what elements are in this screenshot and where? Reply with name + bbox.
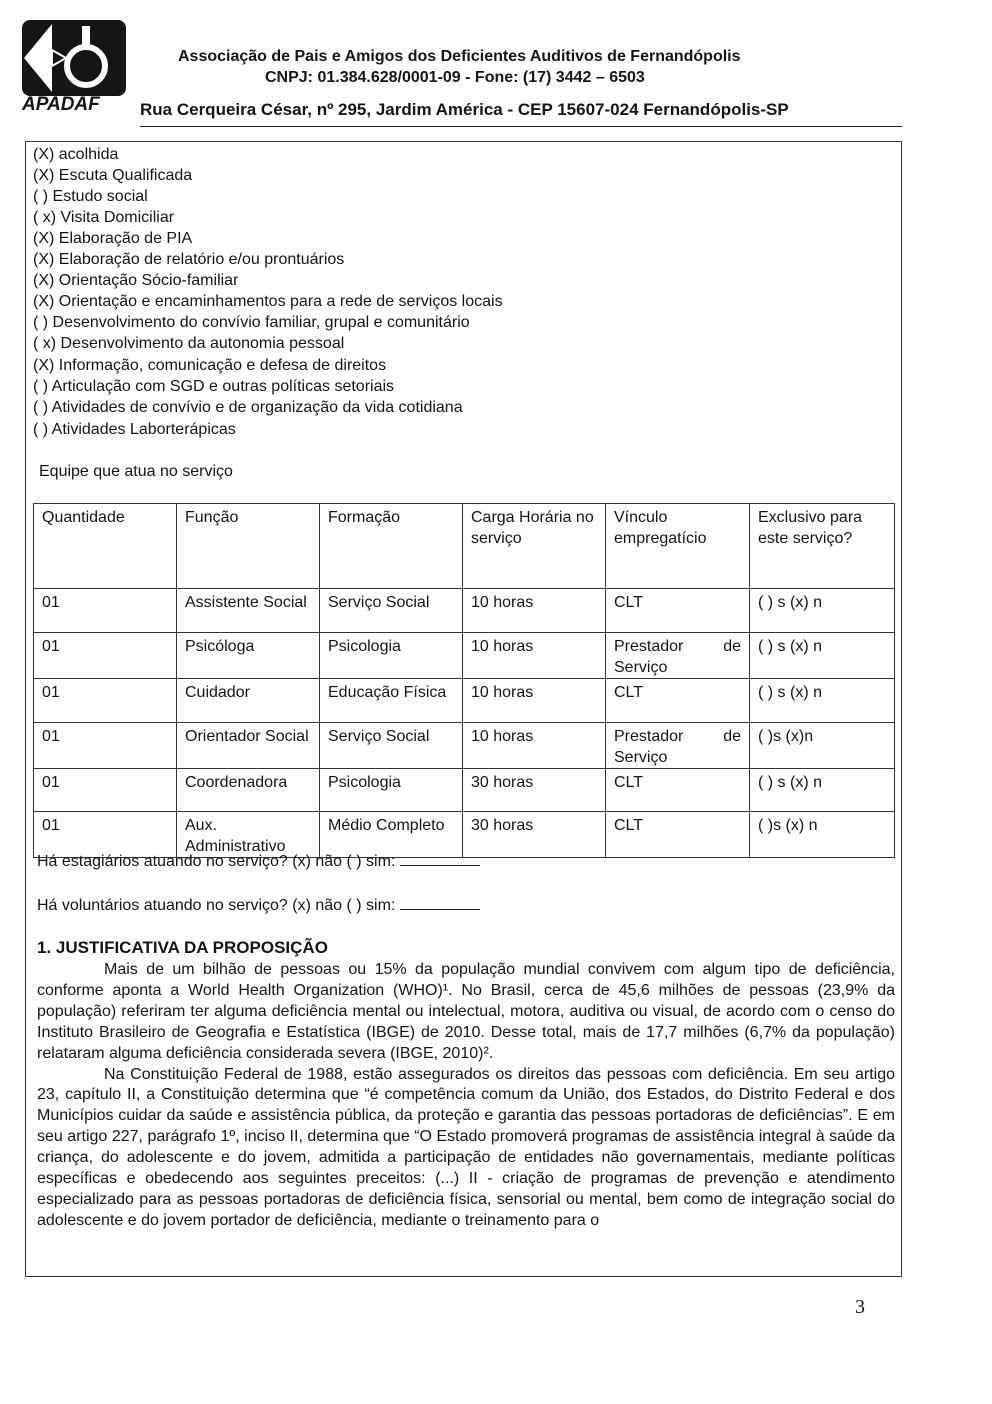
cell-formacao: Educação Física: [320, 679, 463, 723]
address-line: Rua Cerqueira César, nº 295, Jardim América - CEP 15607-024 Fernandópolis-SP: [140, 100, 789, 119]
col-header: Função: [177, 504, 320, 589]
checklist-item: (X) Escuta Qualificada: [33, 167, 193, 184]
page-number: 3: [855, 1296, 865, 1318]
cell-formacao: Serviço Social: [320, 589, 463, 633]
section-title: 1. JUSTIFICATIVA DA PROPOSIÇÃO: [37, 938, 328, 957]
cell-vinculo: [606, 769, 750, 812]
apadaf-logo: [22, 20, 127, 120]
cell-funcao: Aux. Administrativo: [177, 812, 320, 858]
cell-quantidade: 01: [34, 633, 177, 679]
checklist-item: (X) Orientação e encaminhamentos para a rede de serviços locais: [33, 293, 503, 310]
cell-vinculo: [606, 723, 750, 769]
table-row: [34, 589, 895, 633]
team-label: Equipe que atua no serviço: [39, 463, 233, 480]
vinculo-b: de: [723, 638, 741, 655]
cnpj-line: CNPJ: 01.384.628/0001-09 - Fone: (17) 3442 – 6503: [265, 69, 645, 86]
table-row: [34, 633, 895, 679]
voluntarios-blank: [400, 895, 480, 910]
cell-formacao: Psicologia: [320, 769, 463, 812]
cell-exclusivo: ( ) s (x) n: [750, 679, 895, 723]
voluntarios-text: Há voluntários atuando no serviço? (x) não ( ) sim:: [37, 897, 396, 914]
cell-formacao: Médio Completo: [320, 812, 463, 858]
body-paragraph: Na Constituição Federal de 1988, estão assegurados os direitos das pessoas com deficiência. Em seu artigo 23, capítulo II, a Constituição determina que “é competência comum da União, dos Estados, do Distrito Federal e dos Municípios cuidar da saúde e assistência pública, da proteção e garantia das pessoas portadoras de deficiências”. E em seu artigo 227, parágrafo 1º, inciso II, determina que “O Estado promoverá programas de assistência integral à saúde da criança, do adolescente e do jovem, admitida a participação de entidades não governamentais, mediante políticas específicas e obedecendo aos seguintes preceitos: (...) II - criação de programas de prevenção e atendimento especializado para as pessoas portadoras de deficiência física, sensorial ou mental, bem como de integração social do adolescente e do jovem portador de deficiência, mediante o treinamento para o: [37, 1065, 895, 1229]
checklist-item: ( x) Visita Domiciliar: [33, 209, 175, 226]
cell-quantidade: 01: [34, 723, 177, 769]
estagiarios-question: [37, 851, 480, 871]
team-table: [33, 503, 895, 858]
checklist-item: (X) acolhida: [33, 146, 119, 163]
vinculo-a: CLT: [614, 594, 644, 611]
cell-vinculo: [606, 633, 750, 679]
vinculo-a: CLT: [614, 684, 644, 701]
cell-carga: 10 horas: [463, 679, 606, 723]
col-header: Formação: [320, 504, 463, 589]
cell-vinculo: [606, 679, 750, 723]
vinculo-a: CLT: [614, 817, 644, 834]
section-body: [37, 960, 895, 1232]
header-divider: [140, 126, 902, 127]
cell-funcao: Assistente Social: [177, 589, 320, 633]
cell-exclusivo: ( ) s (x) n: [750, 633, 895, 679]
cell-funcao: Cuidador: [177, 679, 320, 723]
checklist-item: (X) Informação, comunicação e defesa de direitos: [33, 357, 387, 374]
estagiarios-blank: [400, 851, 480, 866]
voluntarios-question: [37, 895, 480, 915]
logo-text: APADAF: [22, 94, 100, 115]
col-header: Carga Horária no serviço: [463, 504, 606, 589]
checklist-item: ( ) Atividades Laborterápicas: [33, 421, 236, 438]
ear-logo-icon: [22, 20, 126, 96]
cell-carga: 10 horas: [463, 633, 606, 679]
vinculo-c: Serviço: [614, 749, 668, 766]
cell-formacao: Psicologia: [320, 633, 463, 679]
estagiarios-text: Há estagiários atuando no serviço? (x) não ( ) sim:: [37, 853, 396, 870]
cell-carga: 10 horas: [463, 589, 606, 633]
org-name: Associação de Pais e Amigos dos Deficientes Auditivos de Fernandópolis: [178, 48, 741, 65]
cell-funcao: Psicóloga: [177, 633, 320, 679]
checklist-item: ( ) Atividades de convívio e de organização da vida cotidiana: [33, 399, 463, 416]
checklist-item: ( ) Desenvolvimento do convívio familiar, grupal e comunitário: [33, 314, 470, 331]
table-row: [34, 723, 895, 769]
cell-quantidade: 01: [34, 812, 177, 858]
table-row: [34, 769, 895, 812]
cell-exclusivo: ( ) s (x) n: [750, 769, 895, 812]
cell-vinculo: [606, 812, 750, 858]
checklist-item: ( ) Estudo social: [33, 188, 148, 205]
cell-exclusivo: ( )s (x) n: [750, 812, 895, 858]
cell-carga: 30 horas: [463, 812, 606, 858]
cell-quantidade: 01: [34, 679, 177, 723]
cell-exclusivo: ( ) s (x) n: [750, 589, 895, 633]
body-paragraph: Mais de um bilhão de pessoas ou 15% da população mundial convivem com algum tipo de deficiência, conforme aponta a World Health Organization (WHO)¹. No Brasil, cerca de 45,6 milhões de pessoas (23,9% da população) referiram ter alguma deficiência mental ou intelectual, motora, auditiva ou visual, de acordo com o censo do Instituto Brasileiro de Geografia e Estatística (IBGE) de 2010. Desse total, mais de 17,7 milhões (6,7% da população) relataram alguma deficiência considerada severa (IBGE, 2010)².: [37, 961, 895, 1062]
checklist-item: ( x) Desenvolvimento da autonomia pessoal: [33, 335, 345, 352]
cell-formacao: Serviço Social: [320, 723, 463, 769]
vinculo-a: Prestador: [614, 728, 684, 745]
table-row: [34, 679, 895, 723]
cell-exclusivo: ( )s (x)n: [750, 723, 895, 769]
checklist-item: (X) Orientação Sócio-familiar: [33, 272, 239, 289]
vinculo-a: Prestador: [614, 638, 684, 655]
col-header: Quantidade: [34, 504, 177, 589]
col-header: Vínculo empregatício: [606, 504, 750, 589]
checklist-item: ( ) Articulação com SGD e outras políticas setoriais: [33, 378, 395, 395]
table-header-row: [34, 504, 895, 589]
cell-funcao: Orientador Social: [177, 723, 320, 769]
cell-quantidade: 01: [34, 769, 177, 812]
vinculo-c: Serviço: [614, 659, 668, 676]
vinculo-a: CLT: [614, 774, 644, 791]
cell-quantidade: 01: [34, 589, 177, 633]
cell-carga: 30 horas: [463, 769, 606, 812]
vinculo-b: de: [723, 728, 741, 745]
cell-funcao: Coordenadora: [177, 769, 320, 812]
cell-carga: 10 horas: [463, 723, 606, 769]
checklist-item: (X) Elaboração de PIA: [33, 230, 193, 247]
col-header: Exclusivo para este serviço?: [750, 504, 895, 589]
checklist-item: (X) Elaboração de relatório e/ou prontuários: [33, 251, 345, 268]
cell-vinculo: [606, 589, 750, 633]
